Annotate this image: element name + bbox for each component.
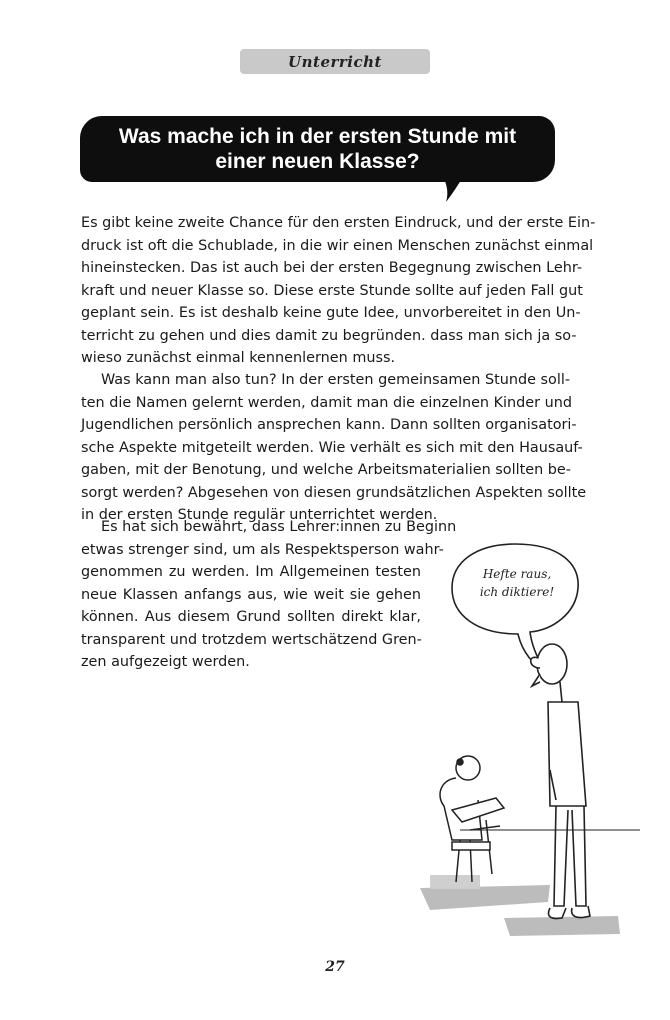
text-line: druck ist oft die Schublade, in die wir einen Menschen zunächst einmal — [81, 237, 594, 254]
paragraph-2 — [81, 369, 587, 527]
text-line: hineinstecken. Das ist auch bei der ersten Begegnung zwischen Lehr- — [81, 260, 583, 276]
text-line: neue Klassen anfangs aus, wie weit sie gehen — [81, 586, 421, 603]
speech-line-1: Hefte raus, — [482, 567, 552, 581]
page-number: 27 — [325, 959, 345, 975]
text-line: in der ersten Stunde regulär unterrichtet werden. — [81, 507, 438, 523]
text-line: Es hat sich bewährt, dass Lehrer:innen zu Beginn — [101, 519, 457, 535]
text-line: kraft und neuer Klasse so. Diese erste Stunde sollte auf jeden Fall gut — [81, 282, 583, 299]
student-figure — [440, 756, 504, 882]
speech-text — [462, 565, 572, 601]
teacher-figure — [531, 644, 590, 919]
text-line: terricht zu gehen und dies damit zu begründen. dass man sich ja so- — [81, 327, 577, 344]
chapter-label: Unterricht — [240, 49, 430, 74]
text-line: gaben, mit der Benotung, und welche Arbeitsmaterialien sollten be- — [81, 462, 571, 478]
page-title-line-2: einer neuen Klasse? — [215, 150, 420, 173]
text-line: Es gibt keine zweite Chance für den ersten Eindruck, und der erste Ein- — [81, 215, 596, 231]
text-line: sorgt werden? Abgesehen von diesen grundsätzlichen Aspekten sollte — [81, 484, 587, 501]
text-line: können. Aus diesem Grund sollten direkt klar, — [81, 609, 421, 625]
text-line: etwas strenger sind, um als Respektsperson wahr- — [81, 541, 444, 558]
paragraph-1 — [81, 212, 596, 370]
text-line: geplant sein. Es ist deshalb keine gute Idee, unvorbereitet in den Un- — [81, 305, 581, 321]
text-line: genommen zu werden. Im Allgemeinen testen — [81, 564, 421, 580]
text-line: ten die Namen gelernt werden, damit man die einzelnen Kinder und — [81, 394, 573, 411]
page-title-line-1: Was mache ich in der ersten Stunde mit — [118, 125, 517, 148]
text-line: Jugendlichen persönlich ansprechen kann. Dann sollten organisatori- — [81, 417, 577, 433]
text-line: wieso zunächst einmal kennenlernen muss. — [81, 350, 396, 366]
text-line: sche Aspekte mitgeteilt werden. Wie verhält es sich mit den Hausauf- — [81, 439, 583, 456]
text-line: zen aufgezeigt werden. — [81, 654, 250, 670]
speech-line-2: ich diktiere! — [479, 585, 555, 599]
text-line: transparent und trotzdem wertschätzend Gren- — [81, 631, 422, 648]
page-title — [80, 116, 555, 182]
text-line: Was kann man also tun? In der ersten gemeinsamen Stunde soll- — [101, 372, 571, 388]
paragraph-3 — [81, 516, 457, 674]
classroom-cartoon-illustration — [400, 630, 640, 940]
speech-tail-icon — [438, 175, 468, 205]
